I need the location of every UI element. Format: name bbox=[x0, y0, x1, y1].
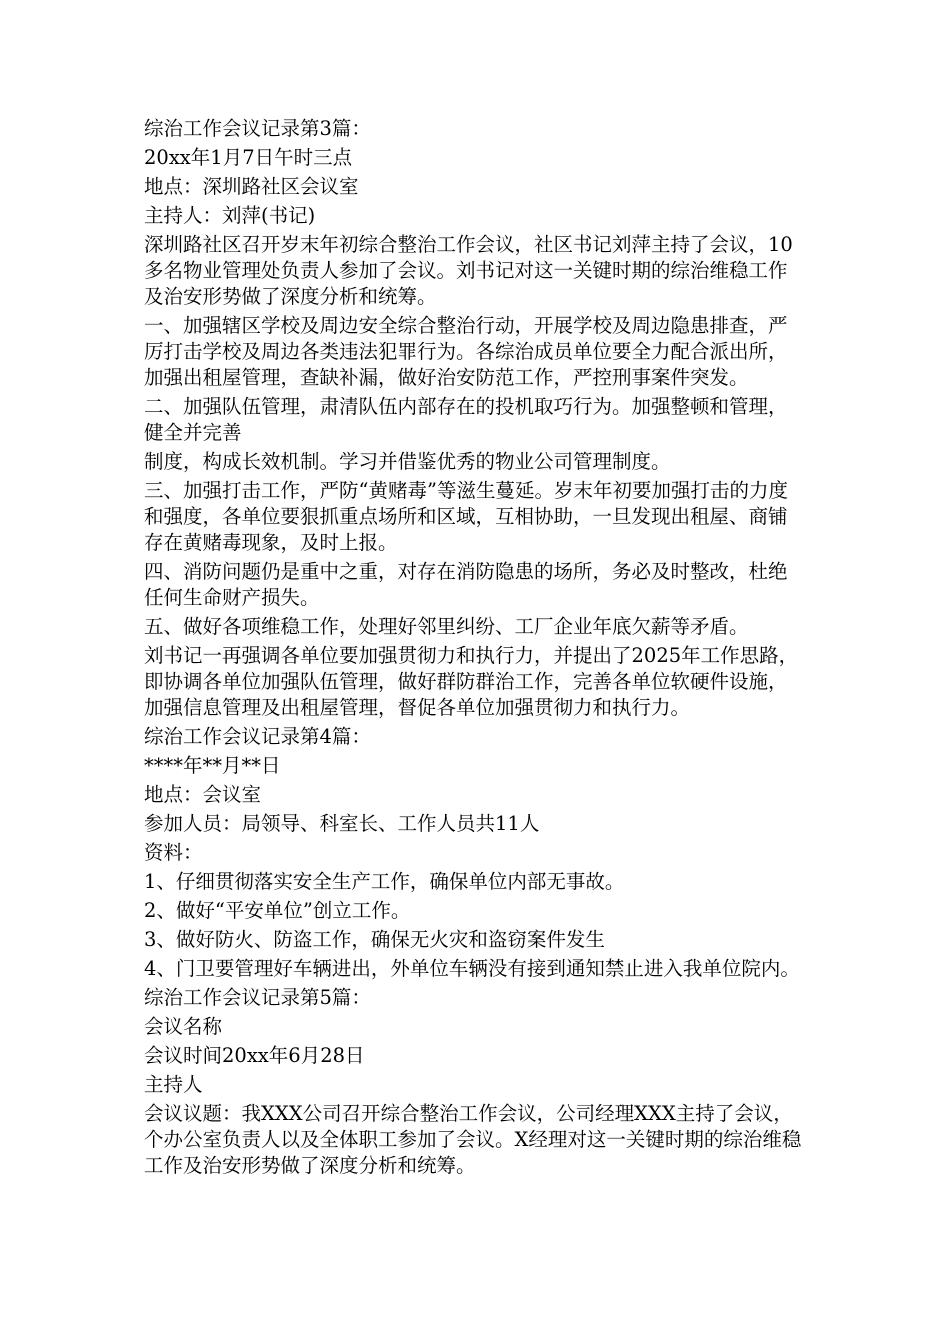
closing-remarks-3: 刘书记一再强调各单位要加强贯彻力和执行力，并提出了2025年工作思路，即协调各单位加强队伍管理，做好群防群治工作，完善各单位软硬件设施，加强信息管理及出租屋管理，督促各单位加强贯彻力和执行力。 bbox=[144, 644, 799, 719]
material-item-3: 3、做好防火、防盗工作，确保无火灾和盗窃案件发生 bbox=[144, 928, 605, 951]
attendees-4: 参加人员：局领导、科室长、工作人员共11人 bbox=[144, 812, 540, 835]
meeting-location-3: 地点：深圳路社区会议室 bbox=[144, 175, 359, 198]
meeting-location-4: 地点：会议室 bbox=[144, 783, 262, 806]
meeting-time-3: 20xx年1月7日午时三点 bbox=[144, 146, 353, 169]
item-4: 四、消防问题仍是重中之重，对存在消防隐患的场所，务必及时整改，杜绝任何生命财产损失。 bbox=[144, 560, 788, 609]
item-2: 二、加强队伍管理，肃清队伍内部存在的投机取巧行为。加强整顿和管理，健全并完善 bbox=[144, 395, 788, 444]
meeting-name-5: 会议名称 bbox=[144, 1015, 223, 1038]
meeting-time-5: 会议时间20xx年6月28日 bbox=[144, 1044, 365, 1067]
item-3: 三、加强打击工作，严防“黄赌毒”等滋生蔓延。岁末年初要加强打击的力度和强度，各单位要狠抓重点场所和区域，互相协助，一旦发现出租屋、商铺存在黄赌毒现象，及时上报。 bbox=[144, 479, 788, 554]
meeting-host-5: 主持人 bbox=[144, 1073, 203, 1096]
meeting-summary-3: 深圳路社区召开岁末年初综合整治工作会议，社区书记刘萍主持了会议，10多名物业管理处负责人参加了会议。刘书记对这一关键时期的综治维稳工作及治安形势做了深度分析和统筹。 bbox=[144, 233, 793, 308]
section-heading-3: 综治工作会议记录第3篇： bbox=[144, 117, 371, 140]
section-heading-4: 综治工作会议记录第4篇： bbox=[144, 725, 371, 748]
meeting-host-3: 主持人：刘萍(书记) bbox=[144, 204, 316, 227]
material-item-1: 1、仔细贯彻落实安全生产工作，确保单位内部无事故。 bbox=[144, 870, 625, 893]
meeting-date-4: ****年**月**日 bbox=[144, 754, 281, 777]
section-heading-5: 综治工作会议记录第5篇： bbox=[144, 986, 371, 1009]
item-2-continued: 制度，构成长效机制。学习并借鉴优秀的物业公司管理制度。 bbox=[144, 450, 671, 473]
meeting-agenda-5: 会议议题：我XXX公司召开综合整治工作会议，公司经理XXX主持了会议，个办公室负责人以及全体职工参加了会议。X经理对这一关键时期的综治维稳工作及治安形势做了深度分析和统筹。 bbox=[144, 1102, 802, 1177]
document-body bbox=[144, 116, 804, 1182]
item-1: 一、加强辖区学校及周边安全综合整治行动，开展学校及周边隐患排查，严厉打击学校及周边各类违法犯罪行为。各综治成员单位要全力配合派出所，加强出租屋管理，查缺补漏，做好治安防范工作，严控刑事案件突发。 bbox=[144, 314, 788, 389]
materials-label-4: 资料： bbox=[144, 841, 203, 864]
item-5: 五、做好各项维稳工作，处理好邻里纠纷、工厂企业年底欠薪等矛盾。 bbox=[144, 615, 749, 638]
material-item-2: 2、做好“平安单位”创立工作。 bbox=[144, 899, 411, 922]
material-item-4: 4、门卫要管理好车辆进出，外单位车辆没有接到通知禁止进入我单位院内。 bbox=[144, 957, 800, 980]
